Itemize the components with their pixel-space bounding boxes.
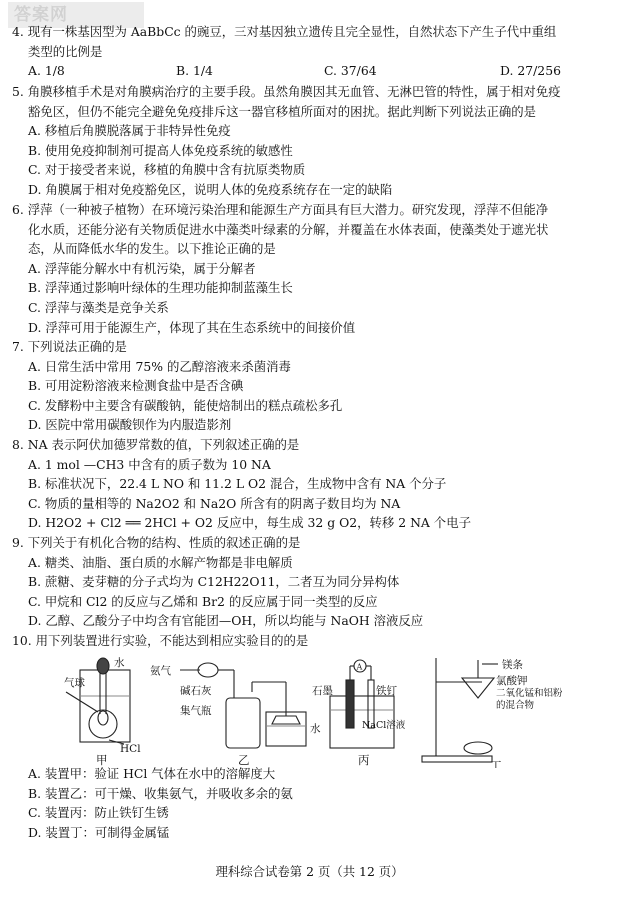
option-c: C. 对于接受者来说，移植的角膜中含有抗原类物质: [28, 162, 306, 178]
option-d: D. 乙醇、乙酸分子中均含有官能团—OH，所以均能与 NaOH 溶液反应: [28, 613, 424, 629]
label-bing-graphite: 石墨: [312, 685, 333, 697]
label-yi-gas-bottle: 集气瓶: [180, 705, 212, 717]
options-row: [12, 61, 610, 81]
label-ding-kclo3: 氯酸钾: [496, 675, 528, 687]
option-c: C. 甲烷和 Cl2 的反应与乙烯和 Br2 的反应属于同一类型的反应: [28, 593, 378, 609]
question-6: [12, 200, 610, 337]
question-10: [12, 631, 610, 651]
question-stem-line: 4. 现有一株基因型为 AaBbCc 的豌豆，三对基因独立遗传且完全显性，自然状态下产生子代中重组: [12, 24, 557, 39]
option-a: A. 移植后角膜脱落属于非特异性免疫: [28, 123, 231, 139]
option-a: A. 浮萍能分解水中有机污染，属于分解者: [28, 260, 256, 276]
label-bing-iron-nail: 铁钉: [376, 685, 397, 697]
question-stem-line: 类型的比例是: [28, 43, 103, 59]
label-bing-ammeter: A: [356, 662, 363, 672]
question-7: [12, 337, 610, 435]
option-d: D. H2O2 + Cl2 ══ 2HCl + O2 反应中，每生成 32 g O2，转移 2 NA 个电子: [28, 515, 471, 531]
ding-sand-dish: [464, 742, 492, 754]
caption-yi: 乙: [238, 753, 250, 767]
jia-flask: [89, 710, 117, 738]
yi-gas-bottle: [226, 698, 260, 748]
question-stem-line: 8. NA 表示阿伏加德罗常数的值，下列叙述正确的是: [12, 437, 300, 452]
caption-bing: 丙: [358, 753, 370, 767]
jia-balloon: [98, 711, 108, 725]
apparatus-drawing: [62, 652, 562, 768]
option-d: D. 医院中常用碳酸钡作为内服造影剂: [28, 417, 232, 433]
yi-funnel: [272, 716, 300, 724]
option-b: B. 标准状况下，22.4 L NO 和 11.2 L O2 混合，生成物中含有 NA 个分子: [28, 476, 447, 492]
apparatus-figure: [62, 652, 562, 768]
option-a: A. 装置甲：验证 HCl 气体在水中的溶解度大: [28, 766, 276, 781]
option-c: C. 装置丙：防止铁钉生锈: [28, 805, 169, 821]
label-yi-water: 水: [310, 723, 321, 735]
question-5: [12, 82, 610, 200]
option-d: D. 浮萍可用于能源生产，体现了其在生态系统中的间接价值: [28, 319, 356, 335]
option-c: C. 发酵粉中主要含有碳酸钠，能使焙制出的糕点疏松多孔: [28, 397, 343, 413]
page-footer: 理科综合试卷第 2 页（共 12 页）: [215, 864, 404, 879]
apparatus-ding: [422, 658, 498, 762]
caption-jia: 甲: [96, 753, 108, 767]
jia-dropper-bulb: [97, 658, 109, 674]
question-10-options: [12, 764, 610, 842]
option-d: D. 27/256: [500, 63, 561, 79]
bing-graphite: [346, 680, 354, 728]
option-c: C. 37/64: [324, 63, 377, 79]
option-b: B. 1/4: [176, 63, 213, 79]
option-a: A. 糖类、油脂、蛋白质的水解产物都是非电解质: [28, 554, 293, 570]
apparatus-bing: [330, 660, 394, 748]
option-b: B. 装置乙：可干燥、收集氨气，并吸收多余的氨: [28, 785, 293, 801]
question-4: [12, 22, 610, 81]
yi-drying-tube: [198, 663, 218, 677]
question-stem-line: 豁免区，但仍不能完全避免免疫排斥这一器官移植所面对的困扰。据此判断下列说法正确的是: [28, 103, 537, 119]
question-stem-line: 10. 用下列装置进行实验，不能达到相应实验目的的是: [12, 633, 309, 648]
option-d: D. 角膜属于相对免疫豁免区，说明人体的免疫系统存在一定的缺陷: [28, 181, 393, 197]
jia-balloon-pointer: [66, 692, 98, 712]
question-stem-line: 6. 浮萍（一种被子植物）在环境污染治理和能源生产方面具有巨大潜力。研究发现，浮萍不但能净: [12, 202, 549, 217]
question-stem-line: 5. 角膜移植手术是对角膜病治疗的主要手段。虽然角膜因其无血管、无淋巴管的特性，属于相对免疫: [12, 84, 561, 99]
label-ding-mixture: 的混合物: [496, 700, 535, 711]
label-jia-balloon: 气球: [64, 677, 85, 689]
label-yi-ammonia: 氨气: [150, 665, 171, 677]
option-b: B. 使用免疫抑制剂可提高人体免疫系统的敏感性: [28, 142, 293, 158]
label-bing-nacl: NaCl溶液: [362, 720, 406, 731]
label-ding-mg: 镁条: [502, 659, 523, 671]
caption-ding: 丁: [490, 759, 502, 768]
watermark-logo: 答案网: [8, 2, 144, 28]
option-b: B. 浮萍通过影响叶绿体的生理功能抑制蓝藻生长: [28, 280, 293, 296]
option-c: C. 浮萍与藻类是竞争关系: [28, 299, 169, 315]
option-b: B. 蔗糖、麦芽糖的分子式均为 C12H22O11，二者互为同分异构体: [28, 574, 400, 590]
option-b: B. 可用淀粉溶液来检测食盐中是否含碘: [28, 378, 244, 394]
question-stem-line: 态，从而降低水华的发生。以下推论正确的是: [28, 241, 276, 257]
option-a: A. 1 mol —CH3 中含有的质子数为 10 NA: [28, 456, 271, 472]
ding-crucible: [462, 678, 494, 698]
option-d: D. 装置丁：可制得金属锰: [28, 824, 170, 840]
option-a: A. 日常生活中常用 75% 的乙醇溶液来杀菌消毒: [28, 358, 291, 374]
question-8: [12, 435, 610, 533]
ding-stand-base: [422, 756, 492, 762]
label-jia-hcl: HCl: [120, 743, 141, 755]
question-stem-line: 9. 下列关于有机化合物的结构、性质的叙述正确的是: [12, 535, 301, 550]
option-c: C. 物质的量相等的 Na2O2 和 Na2O 所含有的阴离子数目均为 NA: [28, 495, 401, 511]
label-ding-mno2-al: 二氧化锰和铝粉: [496, 688, 562, 699]
label-jia-water: 水: [114, 657, 125, 669]
option-a: A. 1/8: [28, 63, 65, 79]
label-yi-soda-lime: 碱石灰: [180, 685, 212, 697]
question-9: [12, 533, 610, 631]
apparatus-jia: [66, 658, 130, 744]
yi-beaker: [266, 712, 306, 746]
question-stem-line: 化水质，还能分泌有关物质促进水中藻类叶绿素的分解，并覆盖在水体表面，使藻类处于遮光状: [28, 221, 549, 237]
question-stem-line: 7. 下列说法正确的是: [12, 339, 127, 354]
